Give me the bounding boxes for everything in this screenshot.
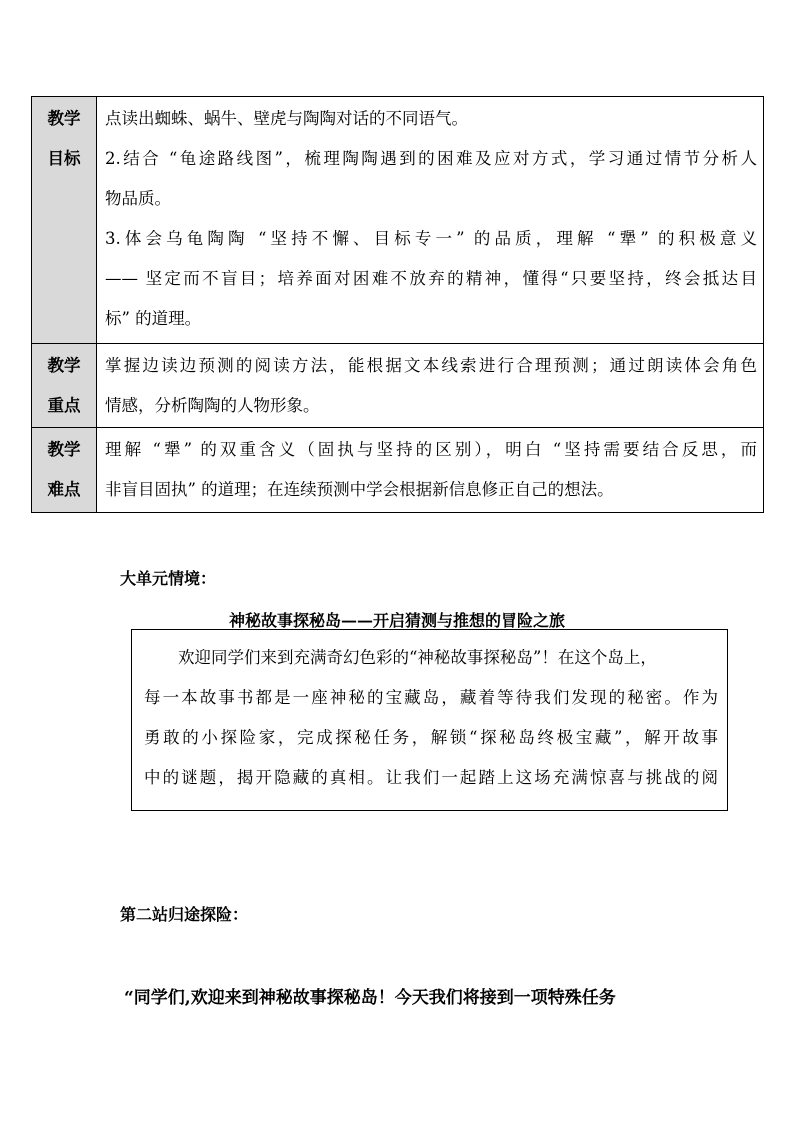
key-points-line-2: 情感，分析陶陶的人物形象。 (105, 396, 320, 415)
difficulties-row (32, 428, 764, 513)
unit-scenario-line-1: 欢迎同学们来到充满奇幻色彩的“神秘故事探秘岛”！在这个岛上， (178, 648, 657, 667)
station-two-heading: 第二站归途探险： (120, 905, 249, 924)
goals-row (32, 97, 764, 344)
difficulties-line-1: 理解 “犟” 的双重含义（固执与坚持的区别），明白 “坚持需要结合反思，而 (105, 440, 757, 459)
teaching-plan-table (31, 96, 764, 513)
difficulties-line-2: 非盲目固执” 的道理；在连续预测中学会根据新信息修正自己的想法。 (105, 480, 614, 499)
key-points-label-line-1: 教学 (47, 356, 81, 375)
goals-line-5: —— 坚定而不盲目；培养面对困难不放弃的精神，懂得“只要坚持，终会抵达目 (105, 269, 757, 288)
difficulties-label-line-2: 难点 (47, 480, 81, 499)
key-points-line-1: 掌握边读边预测的阅读方法，能根据文本线索进行合理预测；通过朗读体会角色 (105, 356, 757, 375)
unit-scenario-title: 神秘故事探秘岛——开启猜测与推想的冒险之旅 (228, 611, 565, 630)
difficulties-label-cell (32, 428, 97, 513)
goals-line-2: 2.结合 “龟途路线图”，梳理陶陶遇到的困难及应对方式，学习通过情节分析人 (105, 149, 757, 168)
unit-scenario-line-2: 每一本故事书都是一座神秘的宝藏岛，藏着等待我们发现的秘密。作为 (144, 688, 718, 707)
key-points-row (32, 344, 764, 428)
goals-line-6: 标” 的道理。 (105, 309, 202, 328)
key-points-label-cell (32, 344, 97, 428)
goals-line-1: 点读出蜘蛛、蜗牛、壁虎与陶陶对话的不同语气。 (105, 109, 468, 128)
goals-label-cell (32, 97, 97, 344)
unit-scenario-line-3: 勇敢的小探险家，完成探秘任务，解锁“探秘岛终极宝藏”，解开故事 (144, 728, 718, 747)
unit-scenario-line-4: 中的谜题，揭开隐藏的真相。让我们一起踏上这场充满惊喜与挑战的阅 (144, 768, 718, 787)
key-points-label-line-2: 重点 (47, 396, 81, 415)
goals-line-4: 3.体会乌龟陶陶 “坚持不懈、目标专一” 的品质，理解 “犟” 的积极意义 (105, 229, 757, 248)
goals-label-line-2: 目标 (47, 149, 81, 168)
difficulties-label-line-1: 教学 (47, 440, 81, 459)
goals-label-line-1: 教学 (47, 109, 81, 128)
unit-scenario-box (131, 629, 728, 811)
key-points-content-cell (97, 344, 764, 428)
difficulties-content-cell (97, 428, 764, 513)
unit-scenario-heading: 大单元情境： (120, 569, 217, 588)
goals-content-cell (97, 97, 764, 344)
station-two-intro: “同学们,欢迎来到神秘故事探秘岛！今天我们将接到一项特殊任务 (124, 988, 616, 1008)
goals-line-3: 物品质。 (105, 189, 171, 208)
